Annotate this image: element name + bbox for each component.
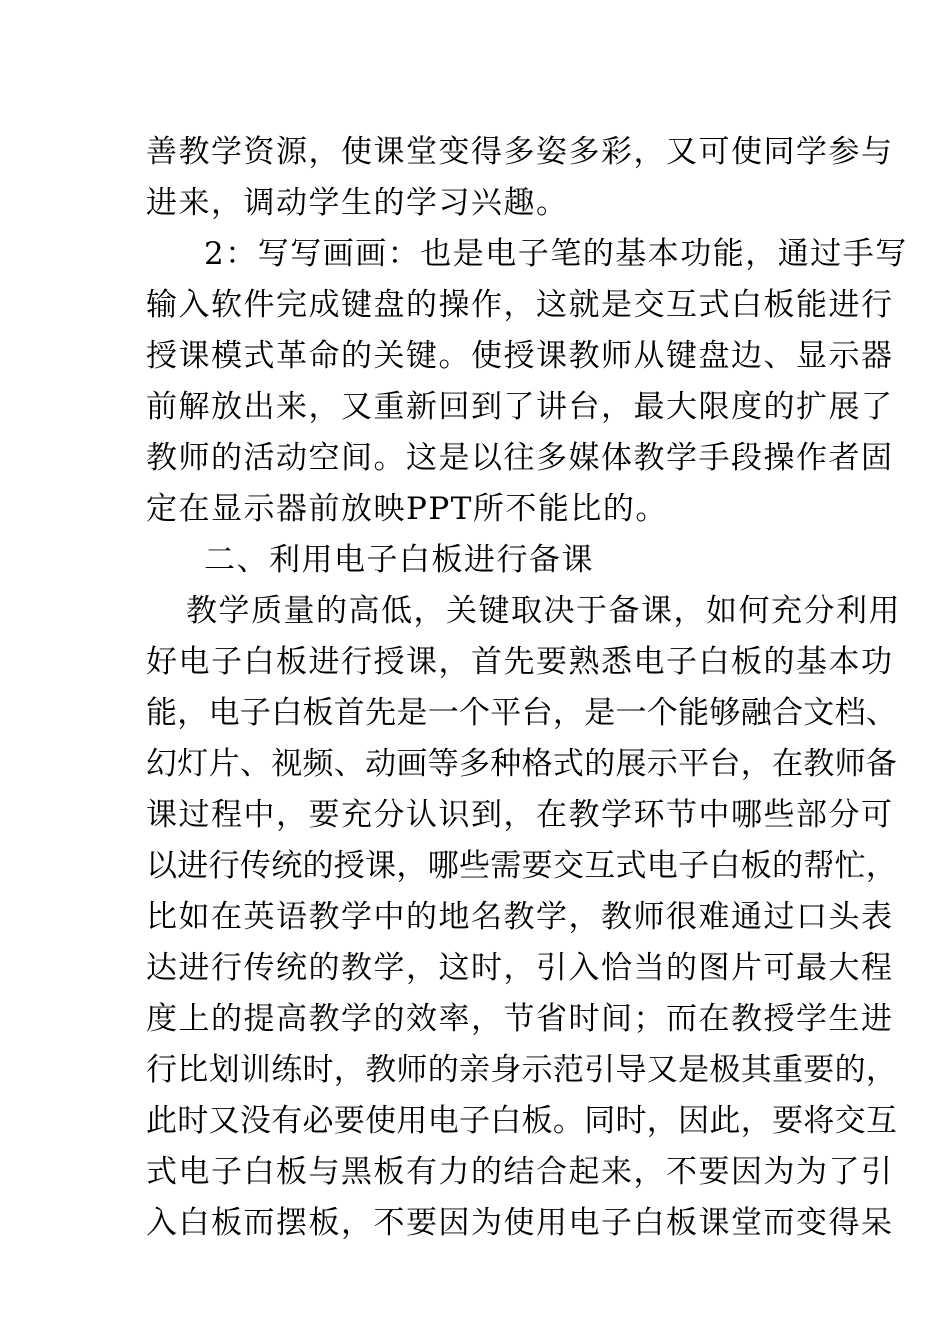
paragraph-line: 比如在英语教学中的地名教学，教师很难通过口头表 (146, 899, 894, 935)
paragraph-line: 2：写写画画：也是电子笔的基本功能，通过手写 (204, 236, 908, 272)
paragraph-line: 入白板而摆板，不要因为使用电子白板课堂而变得呆 (146, 1205, 894, 1241)
paragraph-line: 教学质量的高低，关键取决于备课，如何充分利用 (186, 593, 901, 629)
paragraph-line: 度上的提高教学的效率，节省时间；而在教授学生进 (146, 1001, 894, 1037)
paragraph-line: 教师的活动空间。这是以往多媒体教学手段操作者固 (146, 440, 894, 476)
paragraph-line: 以进行传统的授课，哪些需要交互式电子白板的帮忙， (146, 848, 898, 884)
paragraph-line: 幻灯片、视频、动画等多种格式的展示平台，在教师备 (146, 746, 898, 782)
paragraph-line: 行比划训练时，教师的亲身示范引导又是极其重要的， (146, 1052, 898, 1088)
paragraph-line: 输入软件完成键盘的操作，这就是交互式白板能进行 (146, 287, 894, 323)
paragraph-line: 善教学资源，使课堂变得多姿多彩，又可使同学参与 (146, 134, 894, 170)
section-heading: 二、利用电子白板进行备课 (204, 542, 594, 578)
paragraph-line: 此时又没有必要使用电子白板。同时，因此，要将交互 (146, 1103, 898, 1139)
paragraph-line: 授课模式革命的关键。使授课教师从键盘边、显示器 (146, 338, 894, 374)
paragraph-line: 课过程中，要充分认识到，在教学环节中哪些部分可 (146, 797, 894, 833)
paragraph-line: 式电子白板与黑板有力的结合起来，不要因为为了引 (146, 1154, 894, 1190)
paragraph-line: 进来，调动学生的学习兴趣。 (146, 185, 569, 221)
paragraph-line: 能，电子白板首先是一个平台，是一个能够融合文档、 (146, 695, 898, 731)
paragraph-line: 达进行传统的教学，这时，引入恰当的图片可最大程 (146, 950, 894, 986)
paragraph-line: 前解放出来，又重新回到了讲台，最大限度的扩展了 (146, 389, 894, 425)
paragraph-line: 好电子白板进行授课，首先要熟悉电子白板的基本功 (146, 644, 894, 680)
paragraph-line: 定在显示器前放映PPT所不能比的。 (146, 491, 668, 527)
